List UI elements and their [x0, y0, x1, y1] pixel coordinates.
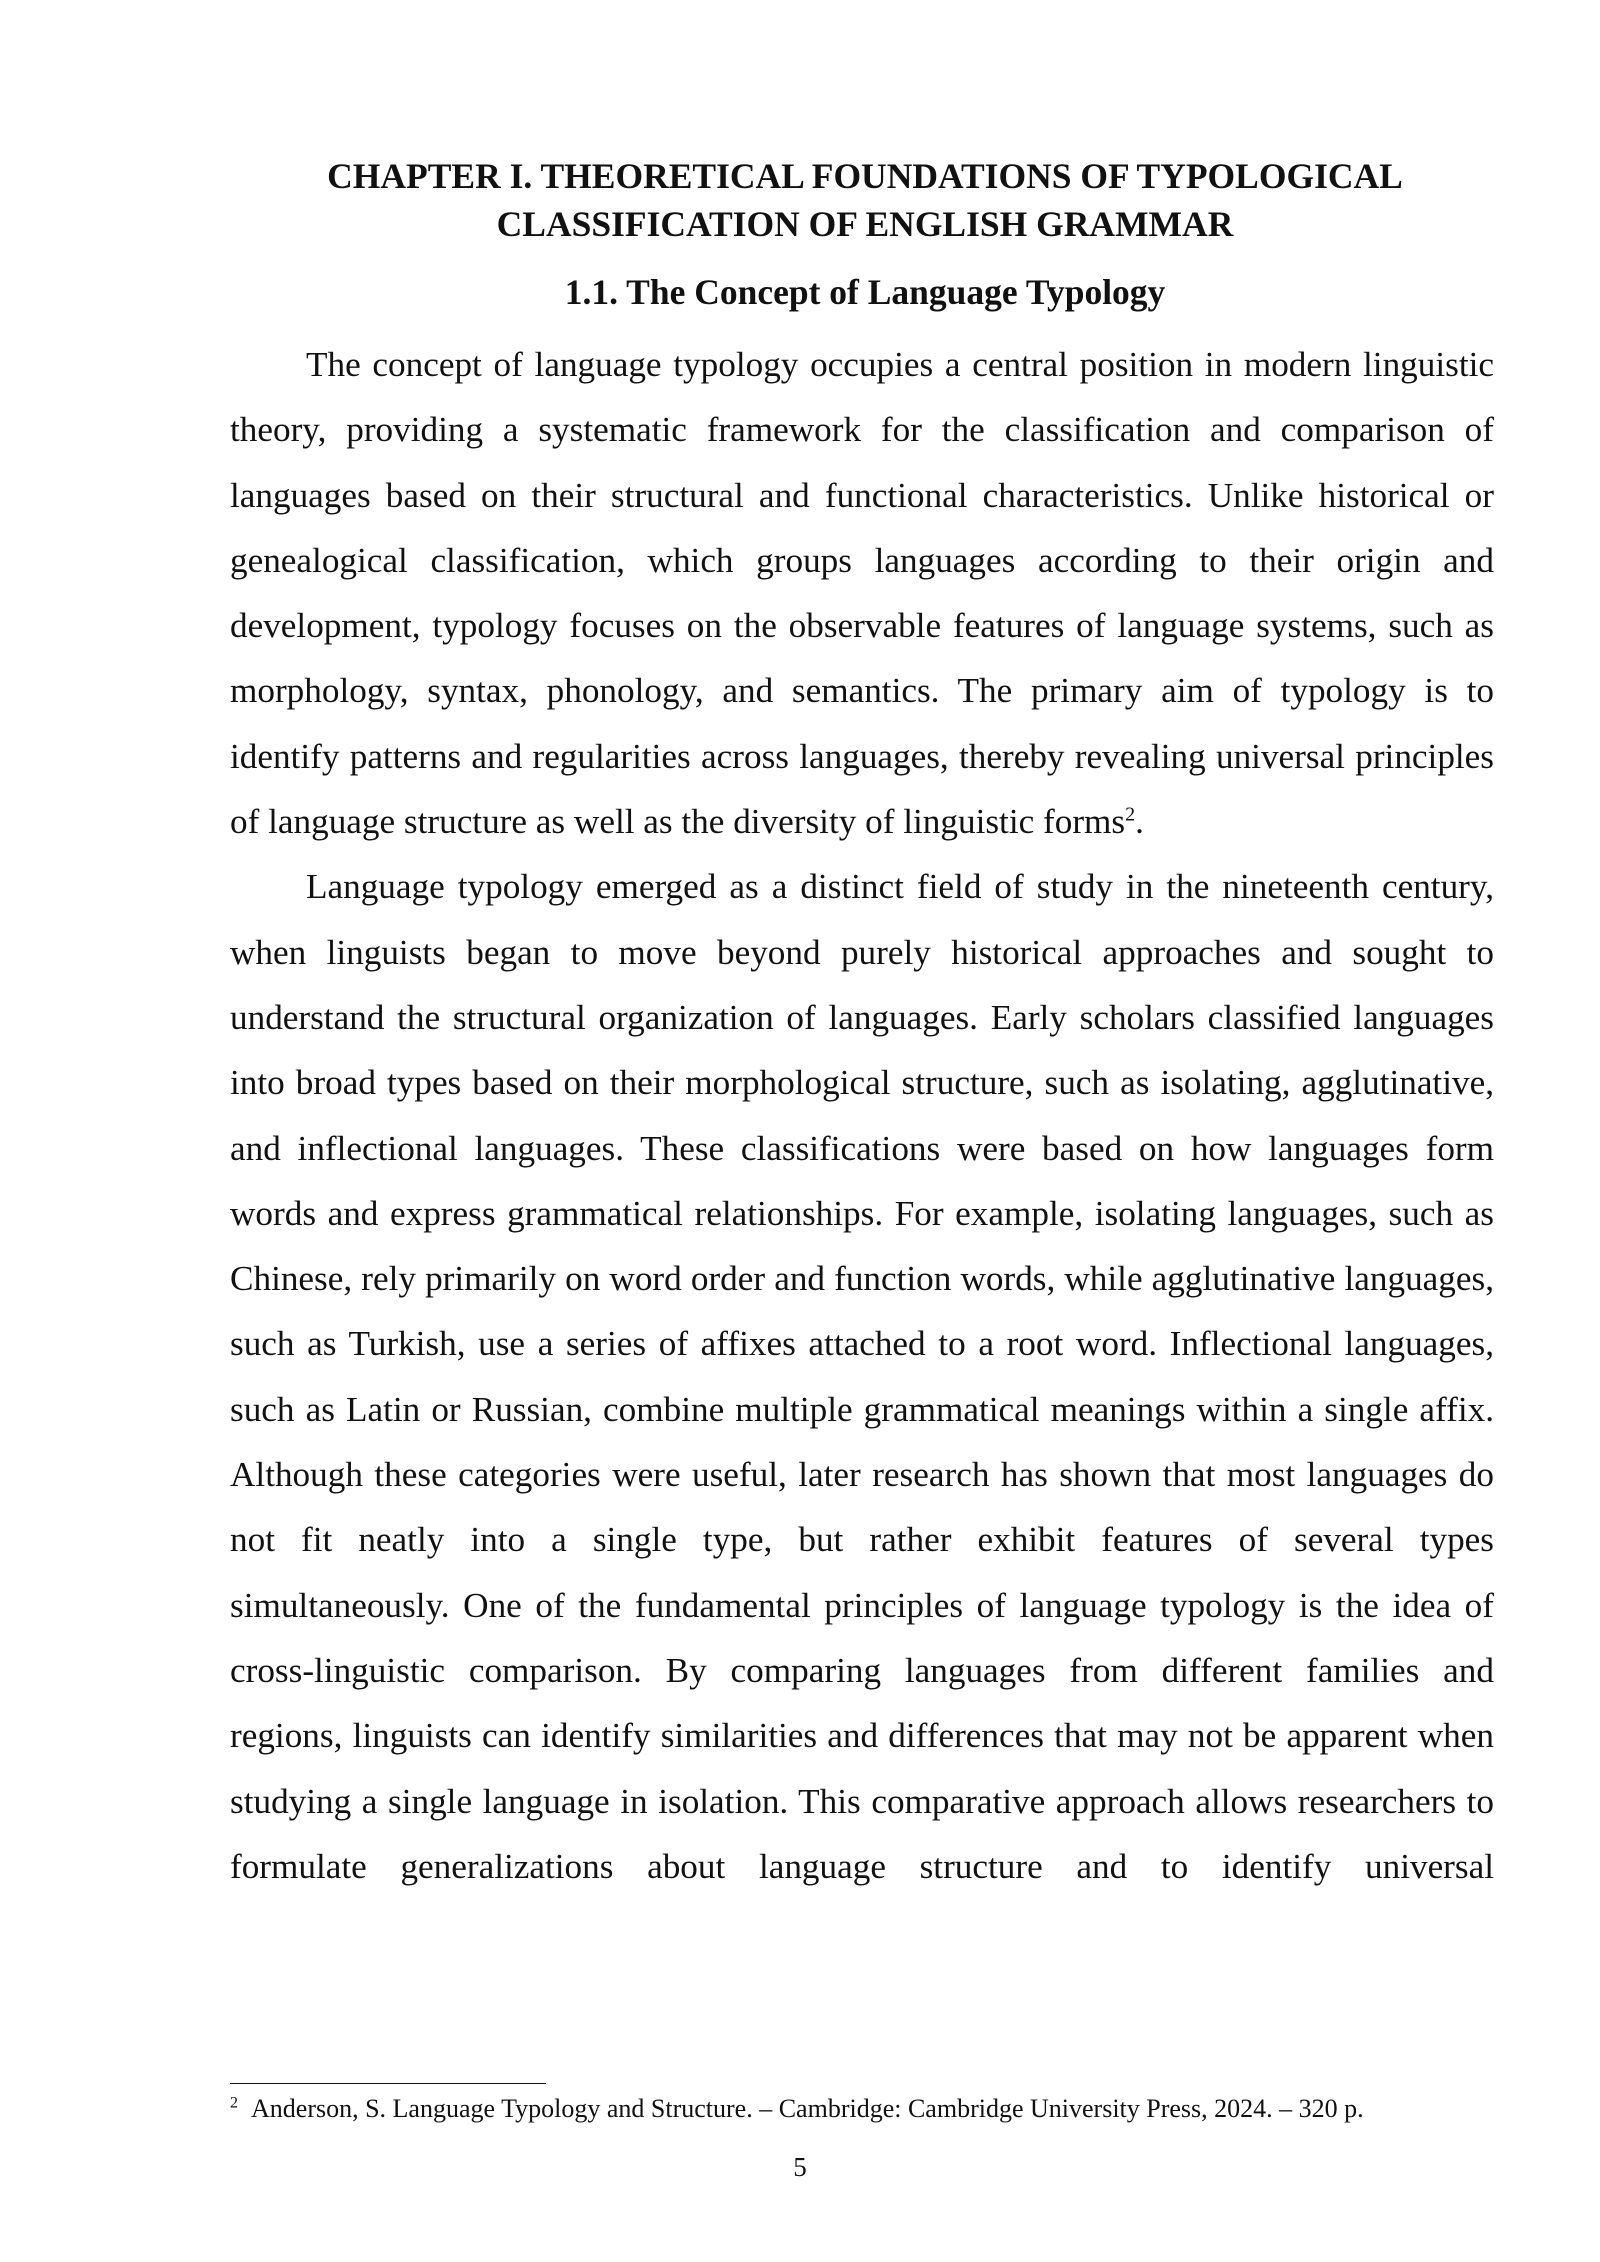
paragraph-1-text: The concept of language typology occupies a central position in modern linguistic theory, providing a systematic framework for the classification and comparison of languages based on their structural and functional characteristics. Unlike historical or genealogical classification, which groups languages according to their origin and development, typology focuses on the observable features of language systems, such as morphology, syntax, phonology, and semantics. The primary aim of typology is to identify patterns and regularities across languages, thereby revealing universal principles of language structure as well as the diversity of linguistic forms [230, 345, 1494, 842]
body-text [230, 332, 1494, 1899]
footnote-divider [230, 2083, 546, 2084]
footnote-text: Anderson, S. Language Typology and Structure. – Cambridge: Cambridge University Press, 2024. – 320 p. [251, 2094, 1364, 2123]
paragraph-1-end: . [1135, 802, 1144, 842]
footnote [230, 2093, 1500, 2125]
section-title: 1.1. The Concept of Language Typology [564, 272, 1166, 312]
paragraph-2: Language typology emerged as a distinct field of study in the nineteenth century, when linguists began to move beyond purely historical approaches and sought to understand the structural organization of languages. Early scholars classified languages into broad types based on their morphological structure, such as isolating, agglutinative, and inflectional languages. These classifications were based on how languages form words and express grammatical relationships. For example, isolating languages, such as Chinese, rely primarily on word order and function words, while agglutinative languages, such as Turkish, use a series of affixes attached to a root word. Inflectional languages, such as Latin or Russian, combine multiple grammatical meanings within a single affix. Although these categories were useful, later research has shown that most languages do not fit neatly into a single type, but rather exhibit features of several types simultaneously. One of the fundamental principles of language typology is the idea of cross-linguistic comparison. By comparing languages from different families and regions, linguists can identify similarities and differences that may not be apparent when studying a single language in isolation. This comparative approach allows researchers to formulate generalizations about language structure and to identify universal [230, 867, 1494, 1886]
page-number: 5 [793, 2152, 807, 2182]
footnote-number: 2 [230, 2094, 238, 2112]
paragraph-1 [230, 332, 1494, 854]
footnote-reference[interactable]: 2 [1125, 803, 1136, 826]
chapter-title: CHAPTER I. THEORETICAL FOUNDATIONS OF TYPOLOGICAL CLASSIFICATION OF ENGLISH GRAMMAR [327, 156, 1403, 244]
